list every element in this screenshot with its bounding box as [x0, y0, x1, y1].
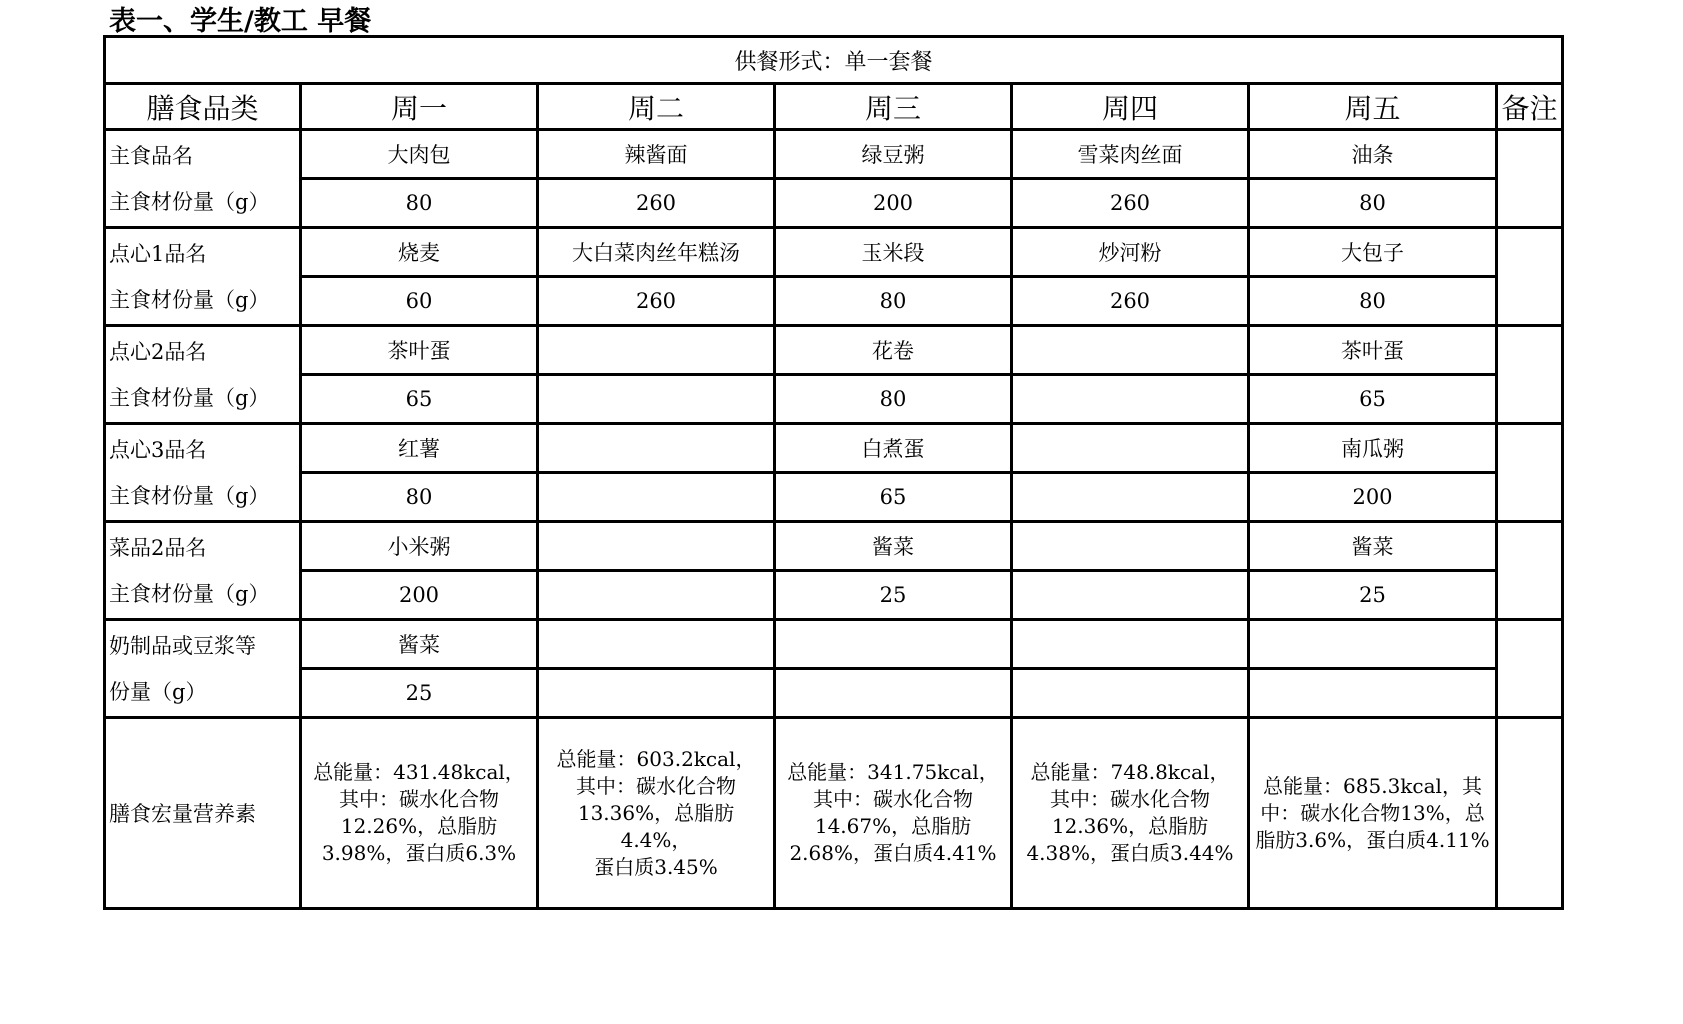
header-thursday: 周四 [1012, 84, 1249, 130]
header-tuesday: 周二 [538, 84, 775, 130]
menu-cell [1012, 473, 1249, 522]
nutrition-line: 3.98%，蛋白质6.3% [321, 841, 517, 865]
document-title: 表一、学生/教工 早餐 [109, 6, 372, 37]
row-label: 点心1品名 [109, 241, 207, 266]
nutrition-row [105, 718, 1563, 909]
row-label-group [105, 522, 301, 620]
menu-cell [1012, 571, 1249, 620]
header-friday: 周五 [1249, 84, 1497, 130]
menu-cell: 红薯 [301, 424, 538, 473]
menu-cell: 25 [775, 571, 1012, 620]
header-monday: 周一 [301, 84, 538, 130]
table-row [105, 424, 1563, 473]
remarks-cell [1497, 620, 1563, 718]
row-label-group [105, 326, 301, 424]
menu-cell: 80 [775, 375, 1012, 424]
row-label: 主食材份量（g） [109, 189, 270, 214]
row-label: 主食材份量（g） [109, 287, 270, 312]
menu-cell: 65 [1249, 375, 1497, 424]
table-row [105, 179, 1563, 228]
menu-cell: 酱菜 [301, 620, 538, 669]
menu-cell: 200 [301, 571, 538, 620]
nutrition-line: 12.36%，总脂肪 [1051, 814, 1209, 838]
menu-cell: 65 [301, 375, 538, 424]
nutrition-line: 总能量：603.2kcal， [556, 746, 756, 771]
menu-cell: 小米粥 [301, 522, 538, 571]
row-label: 奶制品或豆浆等 [109, 633, 256, 658]
nutrition-line: 脂肪3.6%，蛋白质4.11% [1255, 827, 1490, 852]
row-label-group [105, 620, 301, 718]
nutrition-line: 总能量：431.48kcal， [313, 760, 525, 784]
remarks-cell [1497, 522, 1563, 620]
menu-cell [1249, 620, 1497, 669]
menu-cell: 玉米段 [775, 228, 1012, 277]
menu-cell [1012, 326, 1249, 375]
nutrition-line: 14.67%，总脂肪 [814, 814, 972, 838]
menu-cell [538, 375, 775, 424]
menu-cell: 80 [1249, 179, 1497, 228]
menu-cell: 60 [301, 277, 538, 326]
menu-cell: 白煮蛋 [775, 424, 1012, 473]
menu-cell [538, 326, 775, 375]
menu-cell: 大肉包 [301, 130, 538, 179]
menu-cell: 260 [1012, 277, 1249, 326]
menu-cell: 65 [775, 473, 1012, 522]
nutrition-cell [1249, 718, 1497, 909]
menu-cell: 260 [538, 179, 775, 228]
menu-cell: 辣酱面 [538, 130, 775, 179]
menu-cell: 烧麦 [301, 228, 538, 277]
menu-cell: 200 [1249, 473, 1497, 522]
table-row [105, 277, 1563, 326]
menu-cell: 260 [538, 277, 775, 326]
row-label-group [105, 424, 301, 522]
menu-cell [775, 620, 1012, 669]
nutrition-cell [538, 718, 775, 909]
remarks-cell [1497, 130, 1563, 228]
row-label: 主食材份量（g） [109, 581, 270, 606]
menu-cell: 25 [301, 669, 538, 718]
remarks-cell [1497, 424, 1563, 522]
row-label: 主食材份量（g） [109, 483, 270, 508]
menu-cell: 大包子 [1249, 228, 1497, 277]
menu-cell: 绿豆粥 [775, 130, 1012, 179]
menu-cell [538, 669, 775, 718]
header-wednesday: 周三 [775, 84, 1012, 130]
menu-cell [1012, 424, 1249, 473]
row-label: 点心3品名 [109, 437, 207, 462]
nutrition-line: 2.68%，蛋白质4.41% [789, 841, 997, 865]
menu-cell: 大白菜肉丝年糕汤 [538, 228, 775, 277]
menu-cell: 80 [775, 277, 1012, 326]
table-row [105, 473, 1563, 522]
nutrition-line: 其中：碳水化合物 [813, 787, 973, 811]
row-label: 点心2品名 [109, 339, 207, 364]
menu-cell: 酱菜 [1249, 522, 1497, 571]
row-label: 菜品2品名 [109, 535, 207, 560]
row-label: 主食材份量（g） [109, 385, 270, 410]
table-row [105, 375, 1563, 424]
menu-cell: 80 [301, 179, 538, 228]
nutrition-line: 蛋白质3.45% [594, 854, 718, 879]
nutrition-line: 其中：碳水化合物 [339, 787, 499, 811]
menu-cell [775, 669, 1012, 718]
table-row [105, 522, 1563, 571]
menu-cell: 花卷 [775, 326, 1012, 375]
nutrition-cell [1012, 718, 1249, 909]
nutrition-line: 其中：碳水化合物 [576, 773, 736, 798]
table-body [105, 37, 1563, 909]
remarks-cell [1497, 228, 1563, 326]
menu-cell [1012, 522, 1249, 571]
menu-cell [538, 473, 775, 522]
remarks-cell [1497, 326, 1563, 424]
header-category: 膳食品类 [105, 84, 301, 130]
table-row [105, 326, 1563, 375]
row-label-group [105, 228, 301, 326]
menu-cell [538, 571, 775, 620]
menu-cell: 80 [301, 473, 538, 522]
menu-cell: 雪菜肉丝面 [1012, 130, 1249, 179]
menu-cell [538, 620, 775, 669]
row-label: 主食品名 [109, 143, 193, 168]
menu-cell: 油条 [1249, 130, 1497, 179]
nutrition-line: 13.36%，总脂肪4.4%， [577, 800, 735, 852]
banner-row [105, 37, 1563, 84]
menu-cell: 25 [1249, 571, 1497, 620]
nutrition-line: 总能量：748.8kcal， [1030, 760, 1230, 784]
nutrition-label: 膳食宏量营养素 [105, 718, 301, 909]
menu-cell [1012, 669, 1249, 718]
menu-cell [1249, 669, 1497, 718]
table-row [105, 228, 1563, 277]
table-row [105, 669, 1563, 718]
service-format-banner: 供餐形式：单一套餐 [105, 37, 1563, 84]
nutrition-line: 总能量：341.75kcal， [787, 760, 999, 784]
nutrition-line: 其中：碳水化合物 [1050, 787, 1210, 811]
menu-cell: 酱菜 [775, 522, 1012, 571]
menu-cell: 80 [1249, 277, 1497, 326]
nutrition-line: 4.38%，蛋白质3.44% [1026, 841, 1234, 865]
nutrition-cell [301, 718, 538, 909]
table-row [105, 620, 1563, 669]
menu-cell: 茶叶蛋 [301, 326, 538, 375]
header-row [105, 84, 1563, 130]
menu-cell: 炒河粉 [1012, 228, 1249, 277]
menu-cell [1012, 375, 1249, 424]
nutrition-line: 12.26%，总脂肪 [340, 814, 498, 838]
row-label: 份量（g） [109, 679, 207, 704]
menu-cell [538, 522, 775, 571]
nutrition-cell [775, 718, 1012, 909]
menu-cell [1012, 620, 1249, 669]
table-row [105, 130, 1563, 179]
table-row [105, 571, 1563, 620]
menu-cell: 茶叶蛋 [1249, 326, 1497, 375]
header-remarks: 备注 [1497, 84, 1563, 130]
menu-cell: 南瓜粥 [1249, 424, 1497, 473]
row-label-group [105, 130, 301, 228]
menu-cell: 200 [775, 179, 1012, 228]
remarks-cell [1497, 718, 1563, 909]
breakfast-menu-table [103, 35, 1564, 910]
nutrition-line: 中：碳水化合物13%，总 [1260, 800, 1485, 825]
menu-cell: 260 [1012, 179, 1249, 228]
menu-cell [538, 424, 775, 473]
nutrition-line: 总能量：685.3kcal，其 [1263, 773, 1482, 798]
